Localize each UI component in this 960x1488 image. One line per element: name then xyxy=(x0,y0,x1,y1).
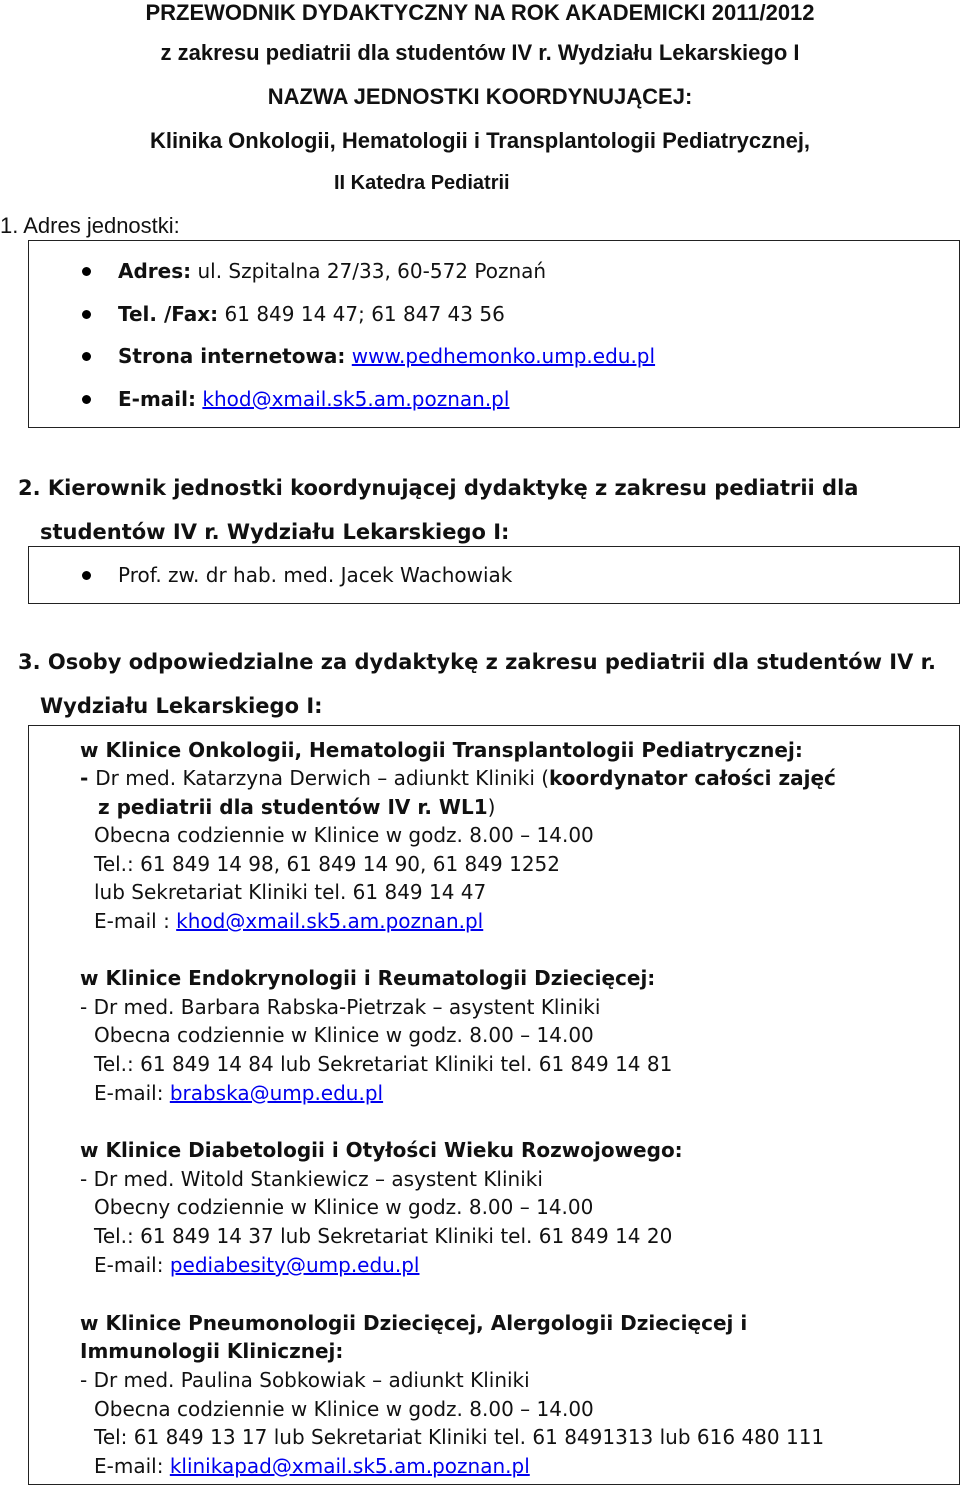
clinic-email: E-mail: brabska@ump.edu.pl xyxy=(94,1081,384,1105)
clinic-person: - Dr med. Katarzyna Derwich – adiunkt Kliniki (koordynator całości zajęć xyxy=(80,766,836,790)
unit-heading: NAZWA JEDNOSTKI KOORDYNUJĄCEJ: xyxy=(267,84,693,109)
section3-heading-line1: 3. Osoby odpowiedzialne za dydaktykę z zakresu pediatrii dla studentów IV r. xyxy=(18,650,936,674)
doc-subtitle: z zakresu pediatrii dla studentów IV r. Wydziału Lekarskiego I xyxy=(160,40,800,65)
clinic-hours: Obecna codziennie w Klinice w godz. 8.00 – 14.00 xyxy=(94,1397,594,1421)
clinic-tel: Tel.: 61 849 14 98, 61 849 14 90, 61 849 1252 xyxy=(94,852,560,876)
clinic-email-link[interactable]: brabska@ump.edu.pl xyxy=(169,1081,384,1105)
clinic-email: E-mail : khod@xmail.sk5.am.poznan.pl xyxy=(94,909,484,933)
bullet-icon xyxy=(82,352,91,361)
clinic-title: w Klinice Onkologii, Hematologii Transplantologii Pediatrycznej: xyxy=(80,738,803,762)
bullet-icon xyxy=(82,267,91,276)
clinic-title: w Klinice Diabetologii i Otyłości Wieku Rozwojowego: xyxy=(80,1138,683,1162)
clinic-person: - Dr med. Barbara Rabska-Pietrzak – asystent Kliniki xyxy=(80,995,601,1019)
section3-heading-line2: Wydziału Lekarskiego I: xyxy=(40,694,323,718)
tel-fax-line: Tel. /Fax: 61 849 14 47; 61 847 43 56 xyxy=(118,302,505,326)
head-person: Prof. zw. dr hab. med. Jacek Wachowiak xyxy=(118,563,513,587)
email-line: E-mail: khod@xmail.sk5.am.poznan.pl xyxy=(118,387,510,411)
email-link[interactable]: khod@xmail.sk5.am.poznan.pl xyxy=(202,387,510,411)
clinic-tel: Tel.: 61 849 14 37 lub Sekretariat Kliniki tel. 61 849 14 20 xyxy=(94,1224,673,1248)
clinic-coordinator: z pediatrii dla studentów IV r. WL1) xyxy=(98,795,496,819)
clinic-hours: Obecna codziennie w Klinice w godz. 8.00 – 14.00 xyxy=(94,1023,594,1047)
bullet-icon xyxy=(82,310,91,319)
clinic-title-cont: Immunologii Klinicznej: xyxy=(80,1339,344,1363)
doc-title: PRZEWODNIK DYDAKTYCZNY NA ROK AKADEMICKI 2011/2012 xyxy=(145,0,815,25)
bullet-icon xyxy=(82,395,91,404)
section2-heading-line2: studentów IV r. Wydziału Lekarskiego I: xyxy=(40,520,510,544)
clinic-title: w Klinice Endokrynologii i Reumatologii Dziecięcej: xyxy=(80,966,656,990)
clinic-hours: Obecny codziennie w Klinice w godz. 8.00 – 14.00 xyxy=(94,1195,594,1219)
website-line: Strona internetowa: www.pedhemonko.ump.edu.pl xyxy=(118,344,656,368)
clinic-email-link[interactable]: khod@xmail.sk5.am.poznan.pl xyxy=(176,909,484,933)
clinic-email: E-mail: pediabesity@ump.edu.pl xyxy=(94,1253,420,1277)
section2-heading-line1: 2. Kierownik jednostki koordynującej dydaktykę z zakresu pediatrii dla xyxy=(18,476,859,500)
clinic-person: - Dr med. Paulina Sobkowiak – adiunkt Kliniki xyxy=(80,1368,530,1392)
clinic-tel: Tel: 61 849 13 17 lub Sekretariat Kliniki tel. 61 8491313 lub 616 480 111 xyxy=(94,1425,825,1449)
unit-department: II Katedra Pediatrii xyxy=(334,172,510,194)
clinic-tel: Tel.: 61 849 14 84 lub Sekretariat Kliniki tel. 61 849 14 81 xyxy=(94,1052,673,1076)
clinic-email: E-mail: klinikapad@xmail.sk5.am.poznan.pl xyxy=(94,1454,530,1478)
section1-heading: 1. Adres jednostki: xyxy=(0,213,180,238)
clinic-title: w Klinice Pneumonologii Dziecięcej, Alergologii Dziecięcej i xyxy=(80,1311,748,1335)
clinic-tel-secretariat: lub Sekretariat Kliniki tel. 61 849 14 47 xyxy=(94,880,487,904)
website-link[interactable]: www.pedhemonko.ump.edu.pl xyxy=(351,344,656,368)
clinic-email-link[interactable]: pediabesity@ump.edu.pl xyxy=(169,1253,420,1277)
clinic-person: - Dr med. Witold Stankiewicz – asystent Kliniki xyxy=(80,1167,543,1191)
bullet-icon xyxy=(82,571,91,580)
clinic-email-link[interactable]: klinikapad@xmail.sk5.am.poznan.pl xyxy=(169,1454,530,1478)
clinic-hours: Obecna codziennie w Klinice w godz. 8.00 – 14.00 xyxy=(94,823,594,847)
address-line: Adres: ul. Szpitalna 27/33, 60-572 Poznań xyxy=(118,259,547,283)
unit-name: Klinika Onkologii, Hematologii i Transplantologii Pediatrycznej, xyxy=(149,128,811,153)
